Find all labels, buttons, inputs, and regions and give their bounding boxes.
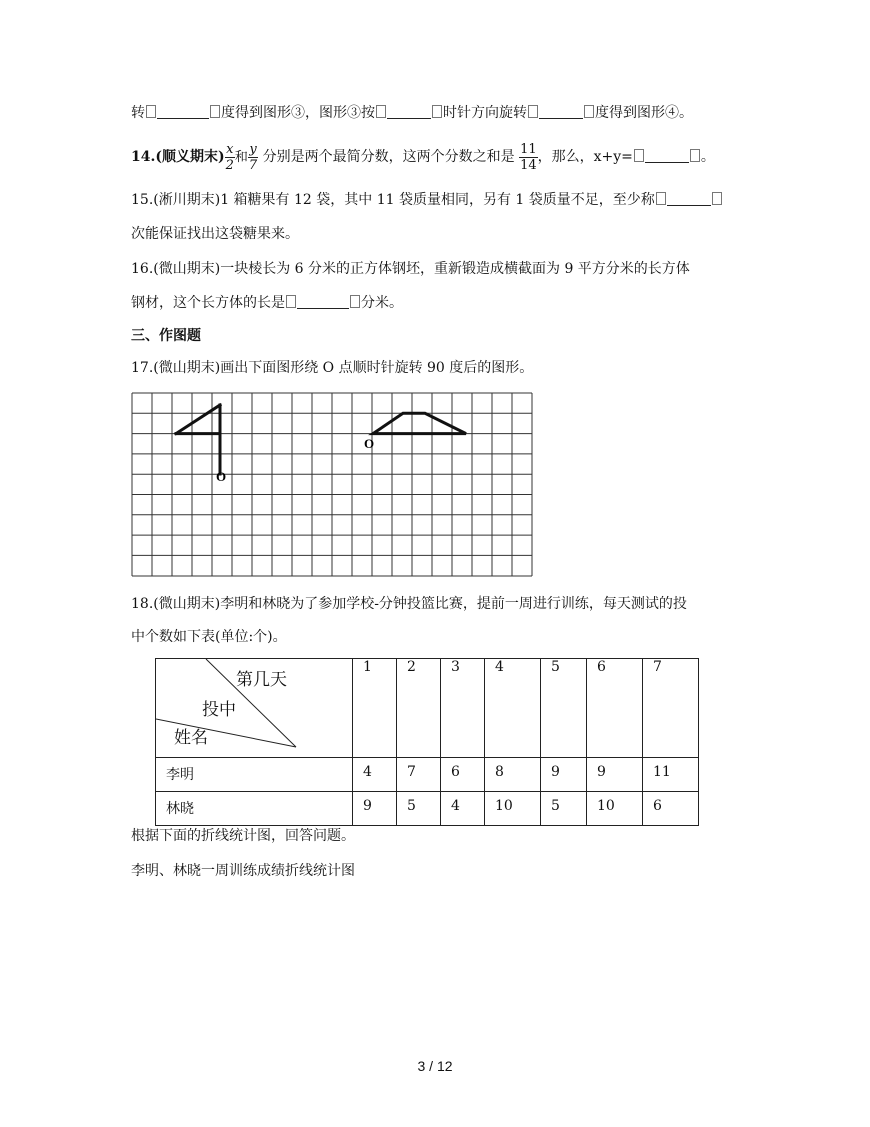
question-15-line1: 15.(淅川期末)1 箱糖果有 12 袋，其中 11 袋质量相同，另有 1 袋质量不足，至少称 [131, 190, 723, 210]
name-cell: 李明 [156, 758, 353, 792]
name-cell: 林晓 [156, 792, 353, 826]
value-cell: 8 [485, 758, 541, 792]
fill-line-rotation: 转 度得到图形③，图形③按 时针方向旋转 度得到图形④。 [131, 105, 693, 121]
placeholder-box [376, 105, 386, 118]
answer-blank-2[interactable] [387, 104, 431, 119]
value-cell: 9 [353, 792, 397, 826]
day-header-cell: 3 [441, 659, 485, 758]
page-number: 3 / 12 [417, 1058, 453, 1074]
value-cell: 9 [541, 758, 587, 792]
day-header-cell: 7 [643, 659, 699, 758]
drawing-grid [131, 392, 535, 578]
value-cell: 10 [587, 792, 643, 826]
answer-blank-14[interactable] [645, 148, 689, 163]
placeholder-box [210, 105, 220, 118]
day-header-cell: 1 [353, 659, 397, 758]
placeholder-box [286, 295, 296, 308]
day-header-cell: 5 [541, 659, 587, 758]
instruction-after-table: 根据下面的折线统计图，回答问题。 [131, 828, 355, 844]
header-name: 姓名 [174, 728, 208, 748]
value-cell: 11 [643, 758, 699, 792]
fraction-y-over-7: $\frac{y}{7}$ [248, 141, 258, 173]
answer-blank-16[interactable] [297, 294, 349, 309]
question-17: 17.(微山期末)画出下面图形绕 O 点顺时针旋转 90 度后的图形。 [131, 360, 534, 376]
figure-flag-shape [176, 405, 220, 474]
placeholder-box [350, 295, 360, 308]
value-cell: 7 [397, 758, 441, 792]
placeholder-box [712, 192, 722, 205]
question-18-line1: 18.(微山期末)李明和林晓为了参加学校-分钟投篮比赛，提前一周进行训练，每天测试的投 [131, 596, 687, 612]
placeholder-box [584, 105, 594, 118]
value-cell: 4 [441, 792, 485, 826]
table-row [156, 758, 699, 792]
question-14: 14.(顺义期末) $\frac{x}{2}$ 和 $\frac{y}{7}$ 分别是两个最简分数，这两个分数之和是 $\frac{11}{14}$ ，那么，x+y= 。 [131, 141, 715, 173]
fraction-11-over-14: $\frac{11}{14}$ [520, 141, 537, 173]
placeholder-box [690, 149, 700, 162]
day-header-cell: 4 [485, 659, 541, 758]
table-row [156, 792, 699, 826]
question-16-line1: 16.(微山期末)一块棱长为 6 分米的正方体钢坯，重新锻造成横截面为 9 平方分米的长方体 [131, 261, 690, 277]
answer-blank-1[interactable] [157, 104, 209, 119]
grid-lines [132, 393, 532, 576]
answer-blank-3[interactable] [539, 104, 583, 119]
label-o-left: O [216, 469, 227, 484]
day-header-cell: 6 [587, 659, 643, 758]
value-cell: 5 [397, 792, 441, 826]
value-cell: 5 [541, 792, 587, 826]
value-cell: 10 [485, 792, 541, 826]
placeholder-box [146, 105, 156, 118]
value-cell: 9 [587, 758, 643, 792]
placeholder-box [432, 105, 442, 118]
label-o-right: O [364, 436, 375, 451]
table-corner-header [156, 659, 353, 758]
chart-caption: 李明、林晓一周训练成绩折线统计图 [131, 863, 355, 879]
value-cell: 6 [643, 792, 699, 826]
placeholder-box [656, 192, 666, 205]
question-18-line2: 中个数如下表(单位:个)。 [131, 629, 287, 645]
placeholder-box [528, 105, 538, 118]
answer-blank-15[interactable] [667, 191, 711, 206]
question-15-line2: 次能保证找出这袋糖果来。 [131, 226, 299, 242]
day-header-cell: 2 [397, 659, 441, 758]
value-cell: 6 [441, 758, 485, 792]
fraction-x-over-2: $\frac{x}{2}$ [225, 141, 234, 173]
score-table [155, 658, 699, 826]
placeholder-box [634, 149, 644, 162]
value-cell: 4 [353, 758, 397, 792]
section-heading-drawing: 三、作图题 [131, 327, 201, 343]
header-hit: 投中 [202, 700, 236, 720]
header-day: 第几天 [236, 670, 287, 690]
question-16-line2: 钢材，这个长方体的长是 分米。 [131, 295, 403, 311]
